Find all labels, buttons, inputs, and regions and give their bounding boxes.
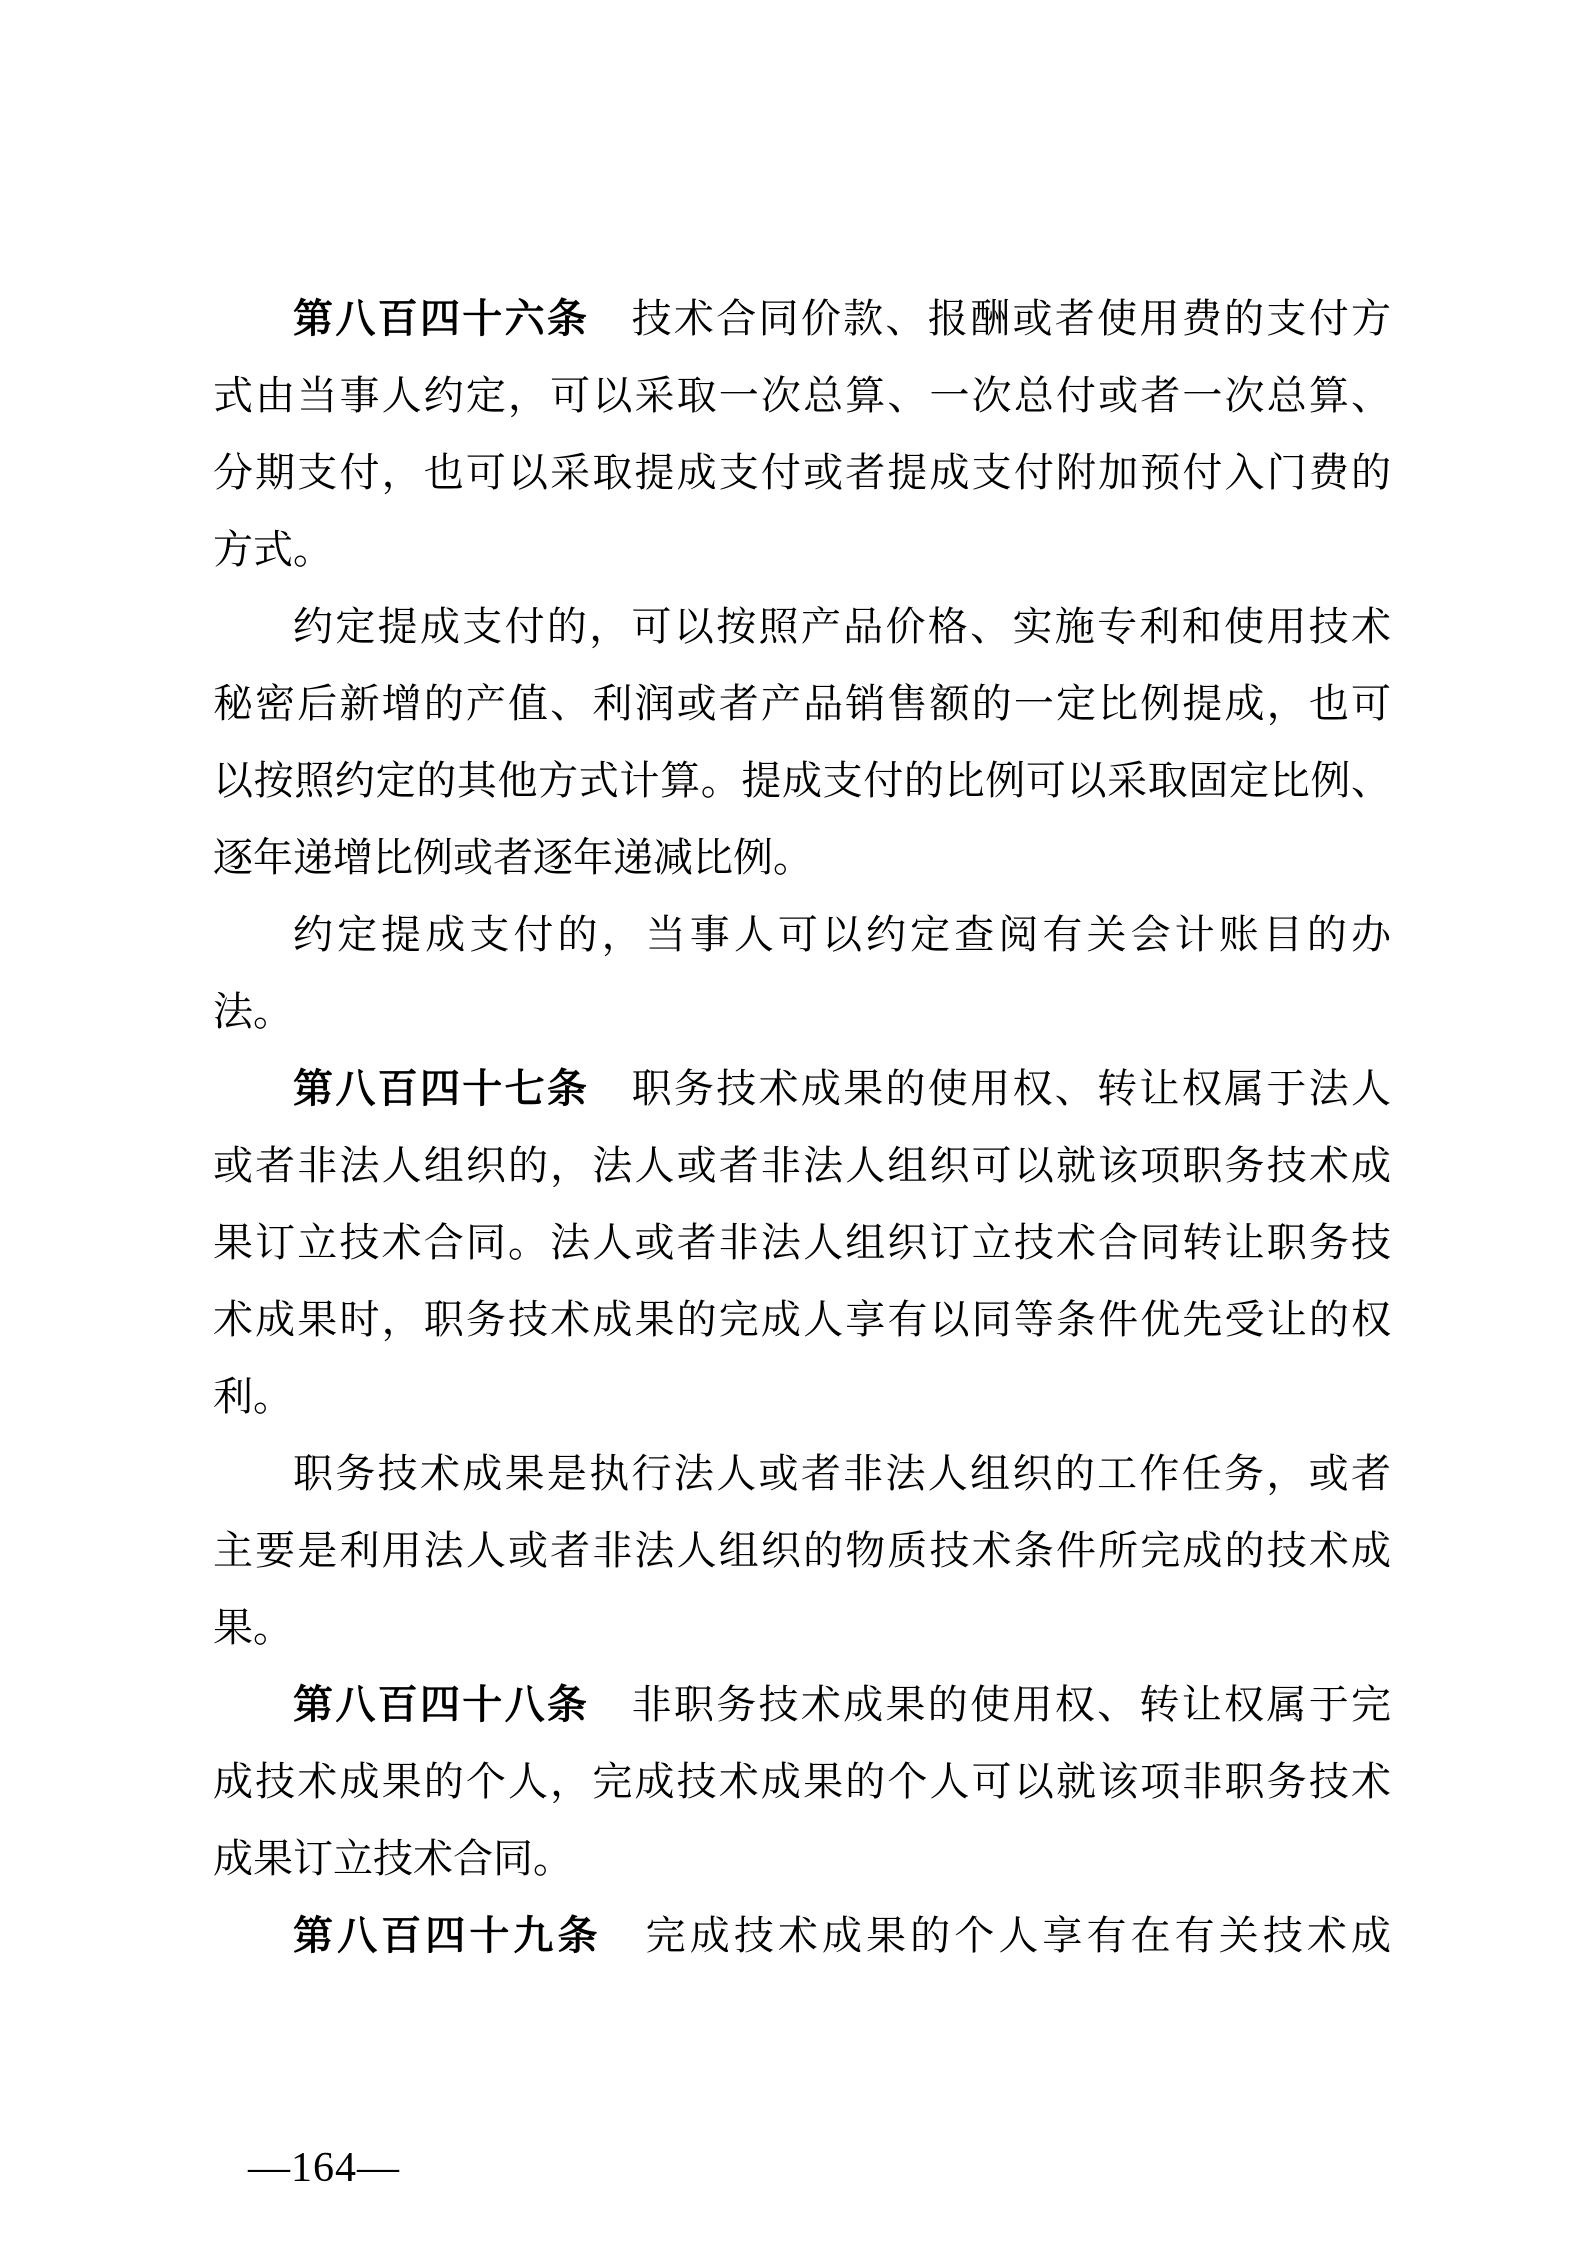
text-line — [213, 1820, 1391, 1897]
text-line — [213, 819, 1391, 896]
line-text: 分期支付，也可以采取提成支付或者提成支付附加预付入门费的 — [213, 450, 1391, 495]
text-line — [213, 1512, 1391, 1589]
line-text: 术成果时，职务技术成果的完成人享有以同等条件优先受让的权 — [213, 1297, 1391, 1342]
article-number-gap — [589, 331, 629, 332]
text-line — [213, 1589, 1391, 1666]
page-number: —164— — [248, 2145, 400, 2191]
line-text: 或者非法人组织的，法人或者非法人组织可以就该项职务技术成 — [213, 1143, 1391, 1188]
text-line — [213, 973, 1391, 1050]
text-line — [213, 1127, 1391, 1204]
article-heading-line — [213, 1897, 1391, 1974]
article-number: 第八百四十九条 — [293, 1913, 602, 1958]
article-heading-line — [213, 1050, 1391, 1127]
line-text: 以按照约定的其他方式计算。提成支付的比例可以采取固定比例、 — [213, 758, 1391, 803]
line-text: 职务技术成果是执行法人或者非法人组织的工作任务，或者 — [293, 1451, 1391, 1496]
text-line — [213, 1281, 1391, 1358]
line-text: 成技术成果的个人，完成技术成果的个人可以就该项非职务技术 — [213, 1759, 1391, 1804]
line-text: 主要是利用法人或者非法人组织的物质技术条件所完成的技术成 — [213, 1528, 1391, 1573]
line-text: 秘密后新增的产值、利润或者产品销售额的一定比例提成，也可 — [213, 681, 1391, 726]
text-line — [213, 1204, 1391, 1281]
text-line — [213, 896, 1391, 973]
text-line — [213, 357, 1391, 434]
text-block — [213, 280, 1391, 1974]
text-line — [213, 1743, 1391, 1820]
article-number-gap — [589, 1101, 629, 1102]
text-line — [213, 742, 1391, 819]
article-number-gap — [602, 1948, 642, 1949]
line-text: 完成技术成果的个人享有在有关技术成 — [641, 1913, 1392, 1958]
line-text: 约定提成支付的，可以按照产品价格、实施专利和使用技术 — [293, 604, 1391, 649]
line-text: 职务技术成果的使用权、转让权属于法人 — [629, 1066, 1392, 1111]
line-text: 逐年递增比例或者逐年递减比例。 — [213, 835, 813, 880]
text-line — [213, 588, 1391, 665]
line-text: 利。 — [213, 1374, 293, 1419]
line-text: 式由当事人约定，可以采取一次总算、一次总付或者一次总算、 — [213, 373, 1391, 418]
line-text: 果订立技术合同。法人或者非法人组织订立技术合同转让职务技 — [213, 1220, 1391, 1265]
text-line — [213, 665, 1391, 742]
article-number: 第八百四十七条 — [293, 1066, 590, 1111]
text-line — [213, 1358, 1391, 1435]
article-heading-line — [213, 280, 1391, 357]
line-text: 法。 — [213, 989, 293, 1034]
text-line — [213, 434, 1391, 511]
article-number-gap — [589, 1717, 629, 1718]
line-text: 方式。 — [213, 527, 333, 572]
article-number: 第八百四十六条 — [293, 296, 590, 341]
line-text: 技术合同价款、报酬或者使用费的支付方 — [629, 296, 1392, 341]
article-number: 第八百四十八条 — [293, 1682, 590, 1727]
text-line — [213, 511, 1391, 588]
line-text: 约定提成支付的，当事人可以约定查阅有关会计账目的办 — [293, 912, 1391, 957]
line-text: 成果订立技术合同。 — [213, 1836, 573, 1881]
text-line — [213, 1435, 1391, 1512]
line-text: 果。 — [213, 1605, 293, 1650]
article-heading-line — [213, 1666, 1391, 1743]
line-text: 非职务技术成果的使用权、转让权属于完 — [629, 1682, 1392, 1727]
